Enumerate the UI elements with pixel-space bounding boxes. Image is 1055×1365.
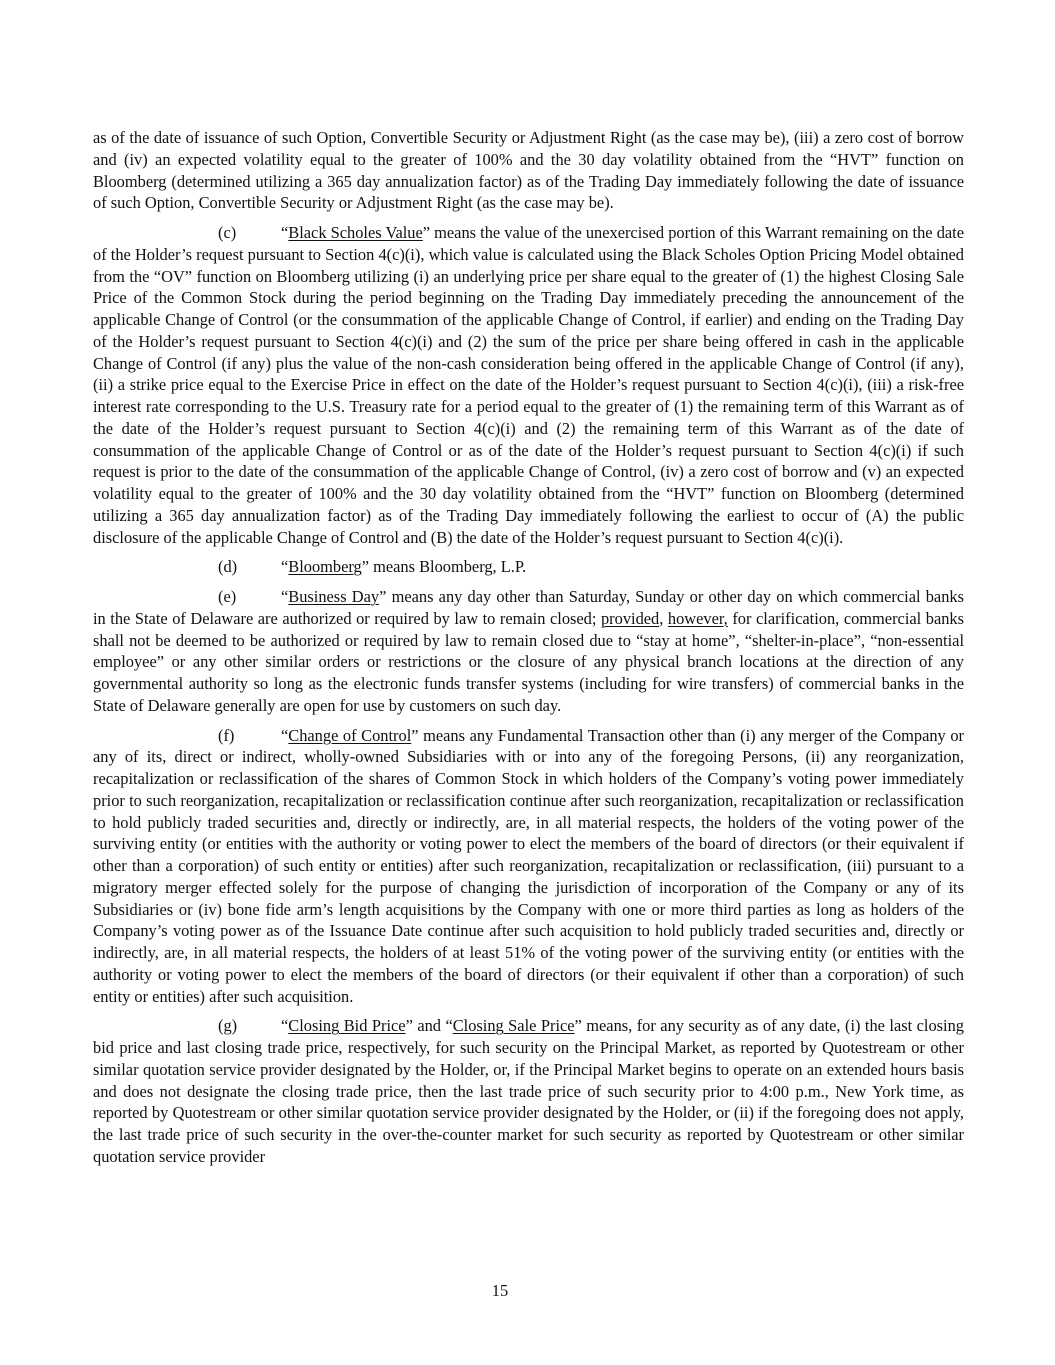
section-g-closing-bid-price xyxy=(93,1015,964,1167)
section-d-bloomberg xyxy=(93,556,964,578)
open-quote: “ xyxy=(281,587,289,606)
open-quote: “ xyxy=(281,223,289,242)
section-label: (d) xyxy=(218,557,238,577)
definition-text: , xyxy=(659,608,668,628)
section-f-change-of-control xyxy=(93,725,964,1008)
open-quote: “ xyxy=(281,557,289,577)
page-number: 15 xyxy=(491,1281,509,1300)
open-quote: “ xyxy=(281,1016,289,1036)
defined-term: Business Day xyxy=(288,587,380,606)
defined-term: Closing Bid Price xyxy=(288,1016,406,1036)
section-label: (e) xyxy=(218,587,237,606)
defined-term-2: Closing Sale Price xyxy=(452,1016,575,1036)
section-label: (f) xyxy=(218,725,235,745)
section-c-black-scholes-value xyxy=(93,222,964,548)
definition-text: ” and “ xyxy=(405,1016,453,1036)
intro-paragraph xyxy=(93,127,964,214)
defined-term: Bloomberg xyxy=(288,557,362,577)
definition-text: ” means, for any security as of any date, (i) the last closing bid price and last closing trade price, respectively, for such security on the Principal Market, as reported by Quotestream or other similar quotation service provider designated by the Holder, or, if the Principal Market begins to operate on an extended hours basis and does not designate the closing trade price, then the last trade price of such security prior to 4:00 p.m., New York time, as reported by Quotestream or other similar quotation service provider designated by the Holder, or (ii) if the foregoing does not apply, the last trade price of such security in the over-the-counter market for such security as reported by Quotestream or other similar quotation service provider xyxy=(93,1016,964,1166)
section-e-business-day xyxy=(93,586,964,717)
underlined-however: however, xyxy=(667,608,728,628)
section-label: (c) xyxy=(218,223,237,242)
definition-text: ” means the value of the unexercised portion of this Warrant remaining on the date of the Holder’s request pursuant to Section 4(c)(i), which value is calculated using the Black Scholes Option Pricing Model obtained from the “OV” function on Bloomberg utilizing (i) an underlying price per share equal to the greater of (1) the highest Closing Sale Price of the Common Stock during the period beginning on the Trading Day immediately preceding the announcement of the applicable Change of Control (or the consummation of the applicable Change of Control, if earlier) and ending on the Trading Day of the Holder’s request pursuant to Section 4(c)(i) and (2) the sum of the price per share being offered in cash in the applicable Change of Control (if any) plus the value of the non-cash consideration being offered in the applicable Change of Control (if any), (ii) a strike price equal to the Exercise Price in effect on the date of the Holder’s request pursuant to Section 4(c)(i), (iii) a risk-free interest rate corresponding to the U.S. Treasury rate for a period equal to the greater of (1) the remaining term of this Warrant as of the date of the Holder’s request pursuant to Section 4(c)(i) and (2) the remaining term of this Warrant as of the date of consummation of the applicable Change of Control or as of the date of the Holder’s request pursuant to Section 4(c)(i) if such request is prior to the date of the consummation of the applicable Change of Control, (iv) a zero cost of borrow and (v) an expected volatility equal to the greater of 100% and the 30 day volatility obtained from the “HVT” function on Bloomberg (determined utilizing a 365 day annualization factor) as of the Trading Day immediately following the earliest to occur of (A) the public disclosure of the applicable Change of Control and (B) the date of the Holder’s request pursuant to Section 4(c)(i). xyxy=(93,223,964,547)
section-label: (g) xyxy=(218,1016,238,1036)
definition-text: ” means any Fundamental Transaction other than (i) any merger of the Company or any of its, direct or indirect, wholly-owned Subsidiaries with or into any of the foregoing Persons, (ii) any reorganization, recapitalization or reclassification of the shares of Common Stock in which holders of the Company’s voting power immediately prior to such reorganization, recapitalization or reclassification continue after such reorganization, recapitalization or reclassification to hold publicly traded securities and, directly or indirectly, are, in all material respects, the holders of the voting power of the surviving entity (or entities with the authority or voting power to elect the members of the board of directors (or their equivalent if other than a corporation) of such entity or entities) after such reorganization, recapitalization or reclassification, (iii) pursuant to a migratory merger effected solely for the purpose of changing the jurisdiction of incorporation of the Company or any of its Subsidiaries or (iv) bone fide arm’s length acquisitions by the Company with one or more third parties as long as holders of the Company’s voting power as of the Issuance Date continue after such acquisition to hold publicly traded securities and, directly or indirectly, are, in all material respects, the holders of at least 51% of the voting power of the surviving entity (or entities with the authority or voting power to elect the members of the board of directors (or their equivalent if other than a corporation) of such entity or entities) after such acquisition. xyxy=(93,725,964,1006)
definition-text: ” means any day other than Saturday, Sunday or other day on which commercial banks in the State of Delaware are authorized or required by law to remain closed; xyxy=(93,587,964,628)
defined-term: Change of Control xyxy=(288,725,412,745)
underlined-provided: provided xyxy=(600,608,660,628)
document-page xyxy=(93,127,964,1176)
defined-term: Black Scholes Value xyxy=(288,223,423,242)
definition-text: ” means Bloomberg, L.P. xyxy=(361,557,527,577)
open-quote: “ xyxy=(281,725,289,745)
intro-text: as of the date of issuance of such Option, Convertible Security or Adjustment Right (as the case may be), (iii) a zero cost of borrow and (iv) an expected volatility equal to the greater of 100% and the 30 day volatility obtained from the “HVT” function on Bloomberg (determined utilizing a 365 day annualization factor) as of the Trading Day immediately following the date of issuance of such Option, Convertible Security or Adjustment Right (as the case may be). xyxy=(93,128,964,213)
definition-text: for clarification, commercial banks shall not be deemed to be authorized or required by law to remain closed due to “stay at home”, “shelter-in-place”, “non-essential employee” or any other similar orders or restrictions or the closure of any physical branch locations at the direction of any governmental authority so long as the electronic funds transfer systems (including for wire transfers) of commercial banks in the State of Delaware generally are open for use by customers on such day. xyxy=(93,608,964,715)
